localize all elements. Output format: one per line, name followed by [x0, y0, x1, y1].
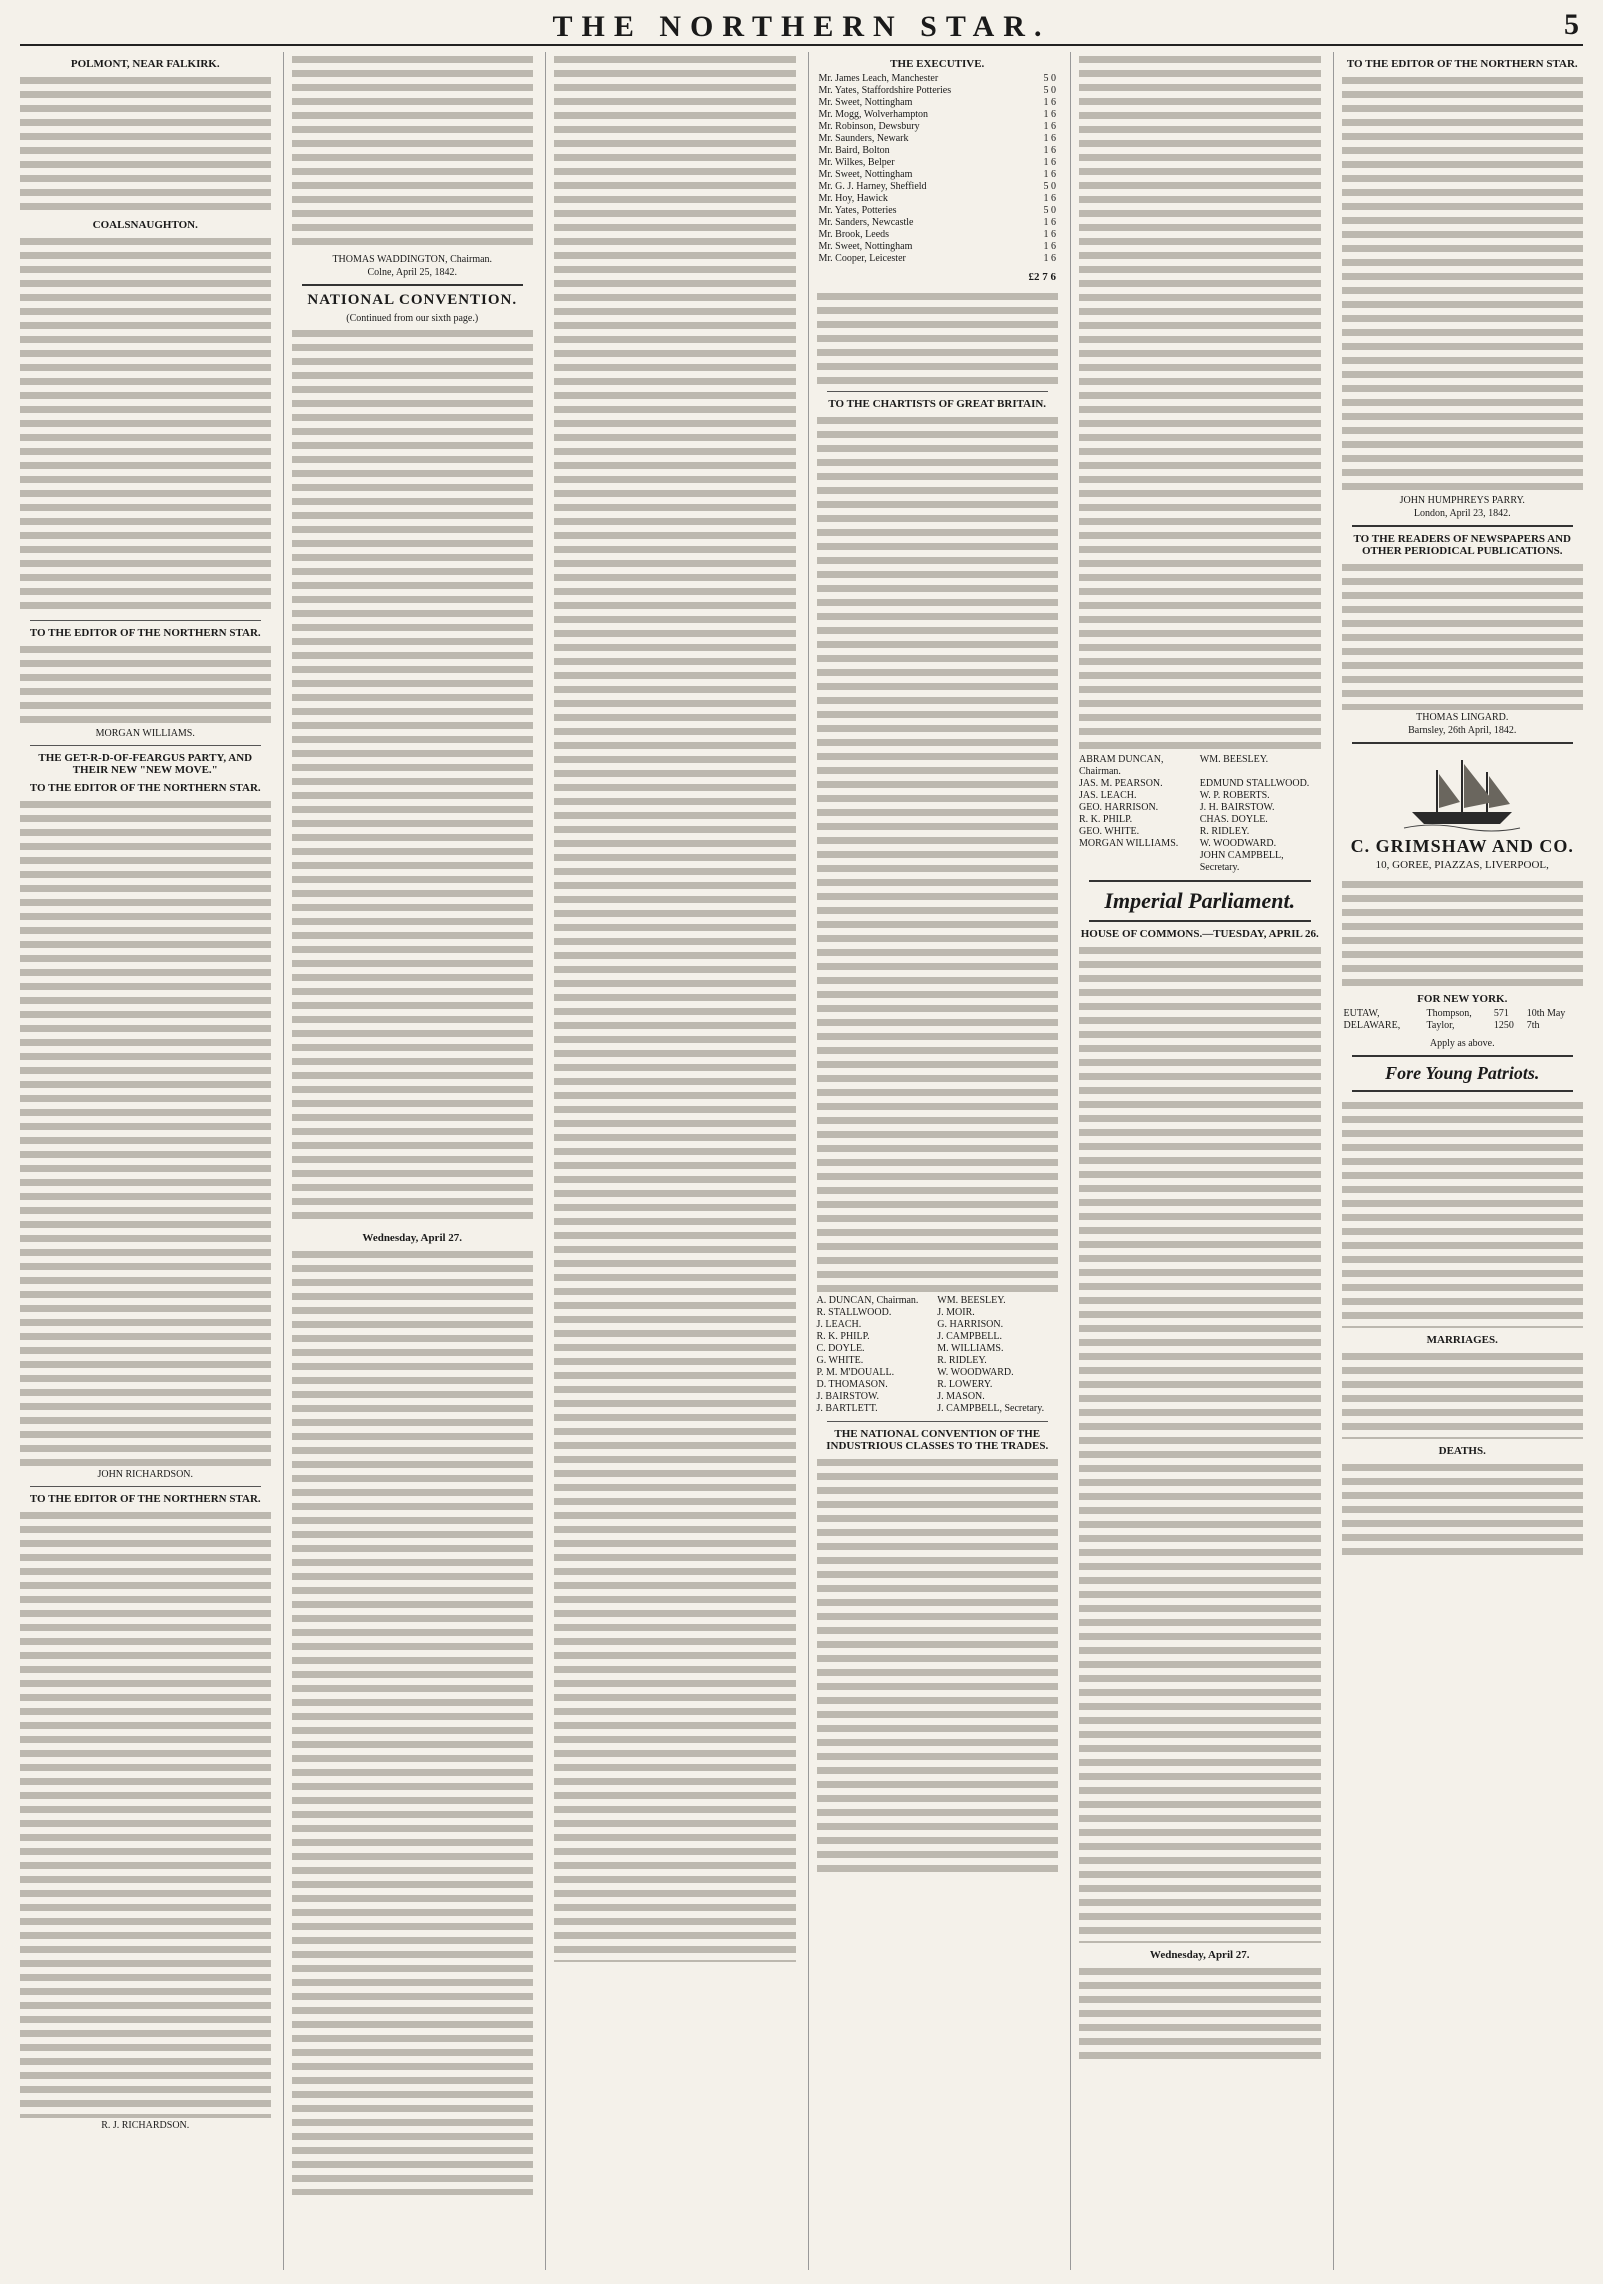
letter-signature: JOHN HUMPHREYS PARRY.	[1399, 495, 1525, 506]
subscription-amount: 1 6	[1043, 229, 1056, 240]
subscription-amount: 1 6	[1043, 169, 1056, 180]
young-patriots-heading: Fore Young Patriots.	[1385, 1063, 1540, 1083]
text-block	[20, 1508, 271, 2118]
subscription-row	[817, 181, 1059, 193]
subscriber-name: Mr. Robinson, Dewsbury	[818, 121, 920, 132]
party-heading: THE GET-R-D-OF-FEARGUS PARTY, AND THEIR NEW "NEW MOVE."	[38, 752, 253, 776]
text-block	[1342, 1460, 1584, 1560]
signatory-name: R. LOWERY.	[937, 1379, 993, 1390]
signatory-name: G. HARRISON.	[937, 1319, 1004, 1330]
column-6	[1333, 52, 1584, 2270]
signatory-name: G. WHITE.	[816, 1355, 864, 1366]
ship-illustration	[1342, 752, 1584, 832]
signatory-name: D. THOMASON.	[816, 1379, 888, 1390]
subscription-amount: 1 6	[1043, 253, 1056, 264]
subscription-row	[817, 85, 1059, 97]
letter-heading: TO THE EDITOR OF THE NORTHERN STAR.	[29, 782, 261, 794]
subscription-amount: 1 6	[1043, 133, 1056, 144]
ship-master: Thompson,	[1426, 1008, 1472, 1019]
subscription-row	[817, 97, 1059, 109]
subscriptions-total: £2 7 6	[1028, 271, 1056, 283]
subscription-amount: 1 6	[1043, 157, 1056, 168]
signatory-name: J. LEACH.	[816, 1319, 862, 1330]
page-number: 5	[1564, 8, 1579, 41]
signatory-name	[1079, 850, 1200, 874]
ships-heading: FOR NEW YORK.	[1417, 993, 1508, 1005]
text-block	[20, 642, 271, 726]
deaths-heading: DEATHS.	[1438, 1445, 1486, 1457]
letter-place: London, April 23, 1842.	[1413, 508, 1511, 519]
text-block	[292, 1247, 534, 2195]
resolution-place: Colne, April 25, 1842.	[367, 267, 457, 278]
ship-row	[1342, 1008, 1584, 1020]
signatory-name: J. BAIRSTOW.	[816, 1391, 880, 1402]
ships-note: Apply as above.	[1429, 1038, 1495, 1049]
text-block	[1342, 73, 1584, 493]
trades-heading: THE NATIONAL CONVENTION OF THE INDUSTRIOUS CLASSES TO THE TRADES.	[826, 1428, 1049, 1452]
subscription-row	[817, 133, 1059, 145]
day-heading: Wednesday, April 27.	[362, 1232, 463, 1244]
signatory-name: WM. BEESLEY.	[937, 1295, 1006, 1306]
subscriptions-table	[817, 73, 1059, 265]
text-block	[1079, 1964, 1321, 2064]
subscription-amount: 5 0	[1043, 205, 1056, 216]
signatory-name: R. K. PHILP.	[816, 1331, 870, 1342]
ship-name: EUTAW,	[1343, 1008, 1380, 1019]
column-1	[20, 52, 271, 2270]
subscription-amount: 1 6	[1043, 109, 1056, 120]
signatory-name: R. K. PHILP.	[1079, 814, 1133, 825]
subscription-amount: 1 6	[1043, 193, 1056, 204]
convention-heading: NATIONAL CONVENTION.	[307, 292, 518, 308]
subscription-amount: 1 6	[1043, 97, 1056, 108]
subscription-row	[817, 193, 1059, 205]
ship-sail: 10th May	[1526, 1008, 1566, 1019]
letter-signature: MORGAN WILLIAMS.	[95, 728, 195, 739]
signatory-name: W. WOODWARD.	[1199, 838, 1277, 849]
subscription-row	[817, 121, 1059, 133]
subscriber-name: Mr. Sweet, Nottingham	[818, 97, 913, 108]
subscriber-name: Mr. Yates, Staffordshire Potteries	[818, 85, 952, 96]
subscription-row	[817, 217, 1059, 229]
text-block	[1342, 877, 1584, 987]
signatory-name: J. BARTLETT.	[816, 1403, 878, 1414]
text-block	[817, 289, 1059, 385]
chartists-heading: TO THE CHARTISTS OF GREAT BRITAIN.	[828, 398, 1047, 410]
text-block	[554, 52, 796, 612]
masthead	[20, 8, 1583, 46]
text-block	[1079, 943, 1321, 1943]
signatory-name: W. P. ROBERTS.	[1199, 790, 1270, 801]
newspaper-title: THE NORTHERN STAR.	[552, 10, 1051, 43]
subscription-row	[817, 253, 1059, 265]
text-block	[20, 73, 271, 213]
text-block	[20, 797, 271, 1467]
ship-tons: 1250	[1493, 1020, 1514, 1031]
subscriber-name: Mr. James Leach, Manchester	[818, 73, 939, 84]
polmont-heading: POLMONT, NEAR FALKIRK.	[70, 58, 220, 70]
letter-signature: R. J. RICHARDSON.	[101, 2120, 190, 2131]
signatory-name: P. M. M'DOUALL.	[816, 1367, 895, 1378]
text-block	[1342, 1098, 1584, 1328]
subscription-amount: 1 6	[1043, 241, 1056, 252]
subscriber-name: Mr. Baird, Bolton	[818, 145, 890, 156]
signatory-name: R. STALLWOOD.	[816, 1307, 892, 1318]
signatory-name: M. WILLIAMS.	[937, 1343, 1004, 1354]
letter-heading: TO THE EDITOR OF THE NORTHERN STAR.	[29, 627, 261, 639]
signatory-name: R. RIDLEY.	[1199, 826, 1250, 837]
subscription-row	[817, 205, 1059, 217]
column-3	[545, 52, 796, 2270]
subscription-row	[817, 241, 1059, 253]
signatory-name: ABRAM DUNCAN, Chairman.	[1079, 754, 1164, 777]
sailing-ship-icon	[1402, 752, 1522, 832]
subscriber-name: Mr. Hoy, Hawick	[818, 193, 888, 204]
letter-signature: JOHN RICHARDSON.	[97, 1469, 194, 1480]
convention-subheading: (Continued from our sixth page.)	[346, 313, 479, 324]
subscriber-name: Mr. Sweet, Nottingham	[818, 241, 913, 252]
subscriber-name: Mr. Mogg, Wolverhampton	[818, 109, 929, 120]
commons-heading: HOUSE OF COMMONS.—TUESDAY, APRIL 26.	[1080, 928, 1319, 940]
coalsnaughton-heading: COALSNAUGHTON.	[92, 219, 198, 231]
column-5	[1070, 52, 1321, 2270]
executive-heading: THE EXECUTIVE.	[890, 58, 985, 70]
text-block	[1342, 1349, 1584, 1439]
signatory-name: GEO. HARRISON.	[1079, 802, 1159, 813]
signatory-name: A. DUNCAN, Chairman.	[816, 1295, 919, 1306]
text-block	[292, 326, 534, 1226]
readers-heading: TO THE READERS OF NEWSPAPERS AND OTHER PERIODICAL PUBLICATIONS.	[1353, 533, 1571, 557]
text-block	[292, 52, 534, 252]
ships-table	[1342, 1008, 1584, 1032]
letter-heading: TO THE EDITOR OF THE NORTHERN STAR.	[29, 1493, 261, 1505]
columns	[20, 52, 1583, 2270]
marriages-heading: MARRIAGES.	[1426, 1334, 1498, 1346]
signatory-name: WM. BEESLEY.	[1199, 754, 1269, 765]
signatory-name: J. MOIR.	[937, 1307, 975, 1318]
letter-heading: TO THE EDITOR OF THE NORTHERN STAR.	[1346, 58, 1578, 70]
text-block	[817, 413, 1059, 1293]
text-block	[554, 1312, 796, 1962]
subscription-row	[817, 109, 1059, 121]
signatory-name: JOHN CAMPBELL, Secretary.	[1199, 850, 1284, 873]
signatory-name: R. RIDLEY.	[937, 1355, 987, 1366]
signatory-name: J. H. BAIRSTOW.	[1199, 802, 1275, 813]
signatory-name: CHAS. DOYLE.	[1199, 814, 1268, 825]
advert-signature: THOMAS LINGARD.	[1416, 712, 1509, 723]
signatory-name: J. CAMPBELL.	[937, 1331, 1002, 1342]
ship-row	[1342, 1020, 1584, 1032]
firm-address: 10, GOREE, PIAZZAS, LIVERPOOL,	[1375, 859, 1549, 871]
signatories	[1079, 754, 1321, 874]
signatory-name: MORGAN WILLIAMS.	[1079, 838, 1179, 849]
ship-master: Taylor,	[1426, 1020, 1455, 1031]
parliament-heading: Imperial Parliament.	[1104, 888, 1296, 913]
signatory-name: C. DOYLE.	[816, 1343, 865, 1354]
subscriber-name: Mr. Sweet, Nottingham	[818, 169, 913, 180]
signatory-name: W. WOODWARD.	[937, 1367, 1014, 1378]
advert-place: Barnsley, 26th April, 1842.	[1408, 725, 1517, 736]
subscriber-name: Mr. Cooper, Leicester	[818, 253, 906, 264]
column-4	[808, 52, 1059, 2270]
signatories	[817, 1295, 1059, 1415]
ship-sail: 7th	[1526, 1020, 1540, 1031]
column-2	[283, 52, 534, 2270]
subscriber-name: Mr. Saunders, Newark	[818, 133, 909, 144]
subscription-amount: 5 0	[1043, 85, 1056, 96]
signatory-name: JAS. M. PEARSON.	[1079, 778, 1163, 789]
subscriber-name: Mr. G. J. Harney, Sheffield	[818, 181, 927, 192]
signatory-name: J. CAMPBELL, Secretary.	[937, 1403, 1045, 1414]
subscriber-name: Mr. Brook, Leeds	[818, 229, 890, 240]
ship-name: DELAWARE,	[1343, 1020, 1401, 1031]
subscriber-name: Mr. Yates, Potteries	[818, 205, 897, 216]
text-block	[1342, 560, 1584, 710]
subscriber-name: Mr. Wilkes, Belper	[818, 157, 895, 168]
subscription-row	[817, 157, 1059, 169]
subscription-amount: 5 0	[1043, 181, 1056, 192]
subscription-row	[817, 73, 1059, 85]
subscription-amount: 1 6	[1043, 145, 1056, 156]
day-heading: Wednesday, April 27.	[1149, 1949, 1250, 1961]
signatory-name: EDMUND STALLWOOD.	[1199, 778, 1310, 789]
subscription-row	[817, 229, 1059, 241]
firm-name: C. GRIMSHAW AND CO.	[1350, 836, 1574, 856]
text-block	[20, 234, 271, 614]
subscription-amount: 1 6	[1043, 121, 1056, 132]
signatory-name: JAS. LEACH.	[1079, 790, 1137, 801]
resolution-signature: THOMAS WADDINGTON, Chairman.	[332, 254, 493, 265]
signatory-name: GEO. WHITE.	[1079, 826, 1140, 837]
text-block	[554, 612, 796, 1312]
subscription-amount: 1 6	[1043, 217, 1056, 228]
text-block	[1079, 52, 1321, 752]
signatory-name: J. MASON.	[937, 1391, 985, 1402]
subscription-row	[817, 169, 1059, 181]
text-block	[817, 1455, 1059, 1875]
subscription-row	[817, 145, 1059, 157]
subscriber-name: Mr. Sanders, Newcastle	[818, 217, 914, 228]
subscription-amount: 5 0	[1043, 73, 1056, 84]
ship-tons: 571	[1493, 1008, 1509, 1019]
